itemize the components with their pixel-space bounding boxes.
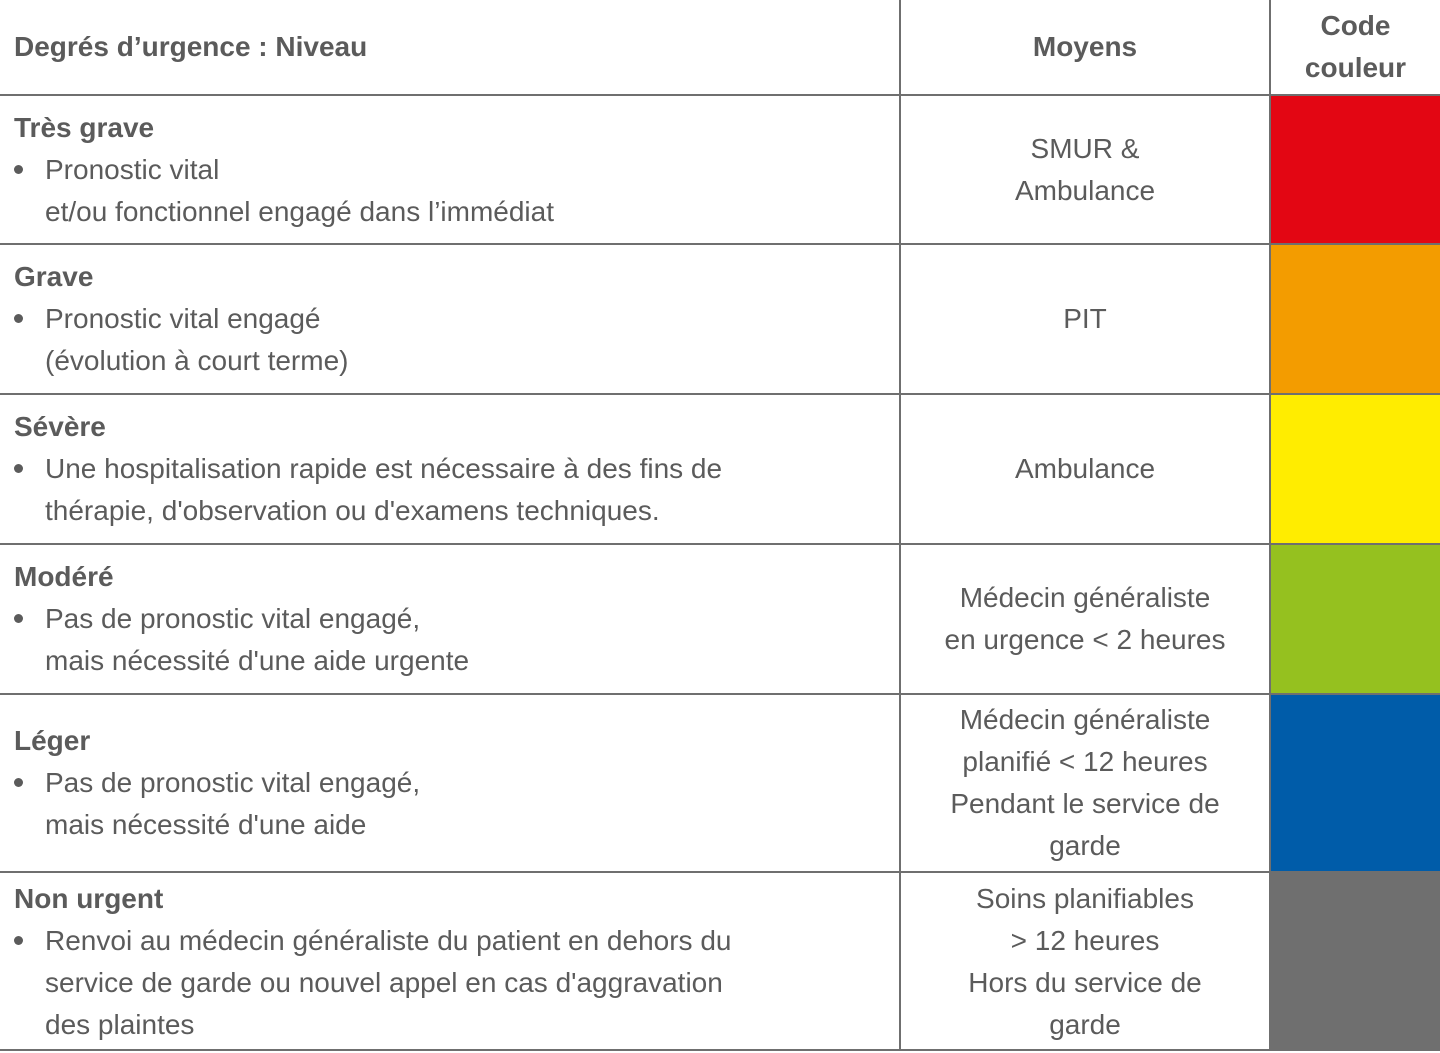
level-title: Sévère xyxy=(14,411,106,442)
header-color-code xyxy=(1271,0,1440,94)
bullet-icon xyxy=(14,464,23,473)
level-description: Pas de pronostic vital engagé, mais nécessité d'une aide urgente xyxy=(14,598,899,682)
means-cell: PIT xyxy=(1063,303,1107,334)
header-means: Moyens xyxy=(1032,31,1138,62)
row-divider xyxy=(0,1049,1440,1051)
bullet-icon xyxy=(14,936,23,945)
row-divider xyxy=(0,543,1440,545)
bullet-icon xyxy=(14,314,23,323)
level-cell xyxy=(0,545,899,693)
row-divider xyxy=(0,393,1440,395)
row-divider xyxy=(0,871,1440,873)
level-title: Grave xyxy=(14,261,94,292)
row-divider xyxy=(0,243,1440,245)
column-divider xyxy=(899,0,901,1050)
color-swatch xyxy=(1271,695,1440,871)
color-swatch xyxy=(1271,245,1440,393)
means-cell: Médecin généraliste en urgence < 2 heures xyxy=(944,582,1226,655)
level-description: Pas de pronostic vital engagé, mais nécessité d'une aide xyxy=(14,762,899,846)
level-cell xyxy=(0,395,899,543)
color-swatch xyxy=(1271,96,1440,243)
table-row xyxy=(0,695,1440,871)
level-cell xyxy=(0,873,899,1050)
table-row xyxy=(0,395,1440,543)
means-cell: SMUR & Ambulance xyxy=(1014,132,1156,206)
level-cell xyxy=(0,96,899,243)
level-description: Pronostic vital engagé (évolution à court terme) xyxy=(14,298,899,382)
level-description: Renvoi au médecin généraliste du patient en dehors du service de garde ou nouvel appel en cas d'aggravation des plaintes xyxy=(14,920,899,1046)
header-color-line1: Code xyxy=(1320,10,1391,41)
row-divider xyxy=(0,94,1440,96)
table-row xyxy=(0,545,1440,693)
bullet-icon xyxy=(14,165,23,174)
level-cell xyxy=(0,695,899,871)
color-swatch xyxy=(1271,545,1440,693)
table-row xyxy=(0,245,1440,393)
level-title: Léger xyxy=(14,725,91,756)
bullet-icon xyxy=(14,778,23,787)
means-cell: Soins planifiables > 12 heures Hors du service de garde xyxy=(968,882,1202,1040)
level-title: Modéré xyxy=(14,561,114,592)
level-cell xyxy=(0,245,899,393)
table-row xyxy=(0,873,1440,1050)
level-title: Très grave xyxy=(14,111,155,143)
header-color-line2: couleur xyxy=(1304,52,1407,83)
means-cell: Médecin généraliste planifié < 12 heures Pendant le service de garde xyxy=(950,704,1220,861)
level-title: Non urgent xyxy=(14,882,164,914)
level-description: Une hospitalisation rapide est nécessaire à des fins de thérapie, d'observation ou d'examens techniques. xyxy=(14,448,899,532)
means-cell: Ambulance xyxy=(1014,453,1156,484)
table-row xyxy=(0,96,1440,243)
level-description: Pronostic vital et/ou fonctionnel engagé dans l’immédiat xyxy=(14,149,899,233)
row-divider xyxy=(0,693,1440,695)
color-swatch xyxy=(1271,395,1440,543)
header-level: Degrés d’urgence : Niveau xyxy=(14,31,368,62)
bullet-icon xyxy=(14,614,23,623)
color-swatch xyxy=(1271,873,1440,1050)
column-divider xyxy=(1269,0,1271,1050)
